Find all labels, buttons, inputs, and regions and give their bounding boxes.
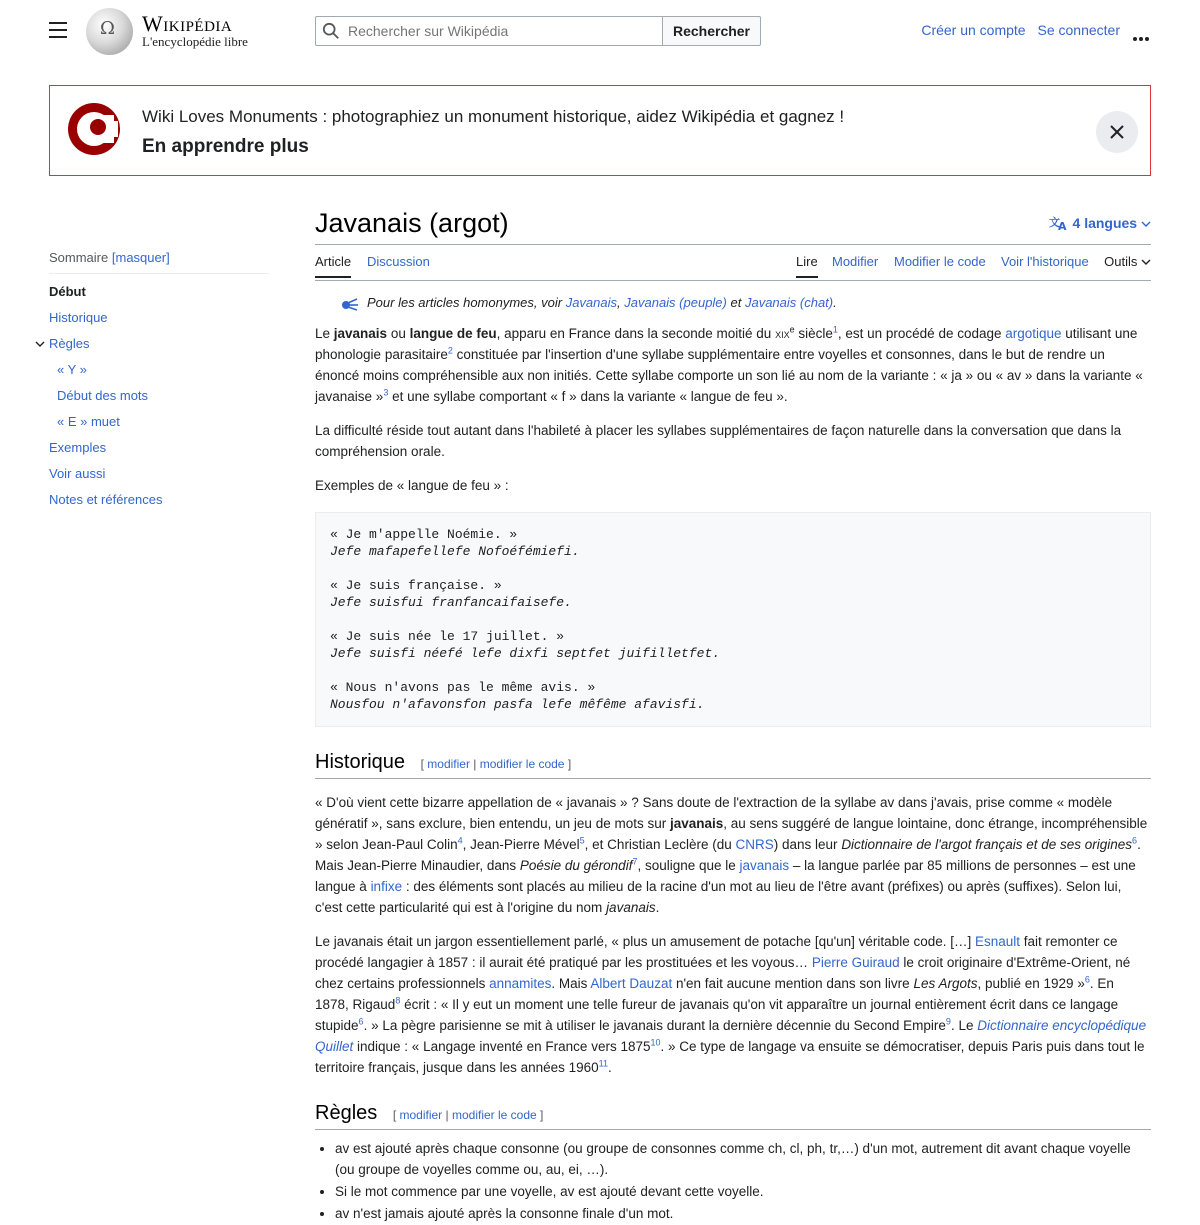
historique-paragraph-1: « D'où vient cette bizarre appellation de « javanais » ? Sans doute de l'extraction de la syllabe av dans j'avais, prise comme « modèle génératif », sans exclure, bien entendu, un jeu de mots sur javanais, au sens suggéré de langue lointaine, donc étrange, incompréhensible » selon Jean-Paul Colin$^4$, Jean-Pierre Mével$^5$, et Christian Leclère (du CNRS) dans leur Dictionnaire de l'argot français et de ses origines$^6$. Mais Jean-Pierre Minaudier, dans Poésie du gérondif$^7$, souligne que le javanais – la langue parlée par 85 millions de personnes – est une langue à infixe : des éléments sont placés au milieu de la racine d'un mot au lieu de l'être avant (préfixes) ou après (suffixes). Selon lui, c'est cette particularité qui est à l'origine du nom javanais.: [315, 795, 1148, 915]
toc-item-e-muet[interactable]: « E » muet: [57, 414, 120, 429]
example-group: [330, 526, 1136, 560]
edit-source-section-link[interactable]: modifier le code: [479, 757, 565, 771]
example-coded: Jefe mafapefellefe Nofoéfémiefi.: [330, 544, 580, 559]
article-content: [315, 205, 1151, 1225]
svg-text:文: 文: [1048, 216, 1060, 229]
link-esnault[interactable]: Esnault: [974, 934, 1021, 949]
link-quillet[interactable]: Dictionnaire encyclopédique Quillet: [315, 1018, 1147, 1054]
tab-read[interactable]: Lire: [796, 254, 818, 278]
login-link[interactable]: Se connecter: [1037, 22, 1120, 38]
example-coded: Jefe suisfi néefé lefe dixfi septfet juifilletfet.: [330, 646, 721, 661]
chevron-down-icon[interactable]: [35, 340, 45, 348]
hatnote-link-javanais[interactable]: Javanais: [565, 295, 618, 310]
tools-menu[interactable]: [1104, 254, 1151, 269]
wiki-loves-monuments-logo: [64, 101, 126, 157]
hatnote-link-peuple[interactable]: Javanais (peuple): [624, 295, 727, 310]
translate-icon: [1049, 215, 1069, 231]
toc-item-regles[interactable]: Règles: [49, 336, 90, 351]
link-pierre-guiraud[interactable]: Pierre Guiraud: [811, 955, 900, 970]
ref-6c[interactable]: 6: [358, 1016, 364, 1027]
toc-item-y[interactable]: « Y »: [57, 362, 87, 377]
title-row: [315, 205, 1151, 245]
ref-1[interactable]: 1: [832, 324, 838, 335]
edit-section-link[interactable]: modifier: [427, 757, 470, 771]
page-title: Javanais (argot): [315, 208, 509, 238]
link-javanais-langue[interactable]: javanais: [739, 858, 790, 873]
list-item: • av est ajouté après chaque consonne (ou groupe de consonnes comme ch, cl, ph, tr,…) d'un mot, autrement dit avant chaque voyelle (ou groupe de voyelles comme ou, au, ei, …).: [335, 1138, 1151, 1180]
difficulty-paragraph: La difficulté réside tout autant dans l'habileté à placer les syllabes supplémentaires de façon naturelle dans la conversation que dans la compréhension orale.: [315, 423, 1122, 459]
toc-hide-toggle[interactable]: [masquer]: [111, 250, 170, 265]
edit-section-link[interactable]: modifier: [399, 1108, 443, 1122]
list-item: • av n'est jamais ajouté après la consonne finale d'un mot.: [335, 1203, 1151, 1224]
site-header: [0, 0, 1200, 62]
tab-article[interactable]: Article: [315, 254, 351, 278]
ref-9[interactable]: 9: [945, 1016, 951, 1027]
link-argotique[interactable]: argotique: [1005, 326, 1062, 341]
toc-item-exemples[interactable]: Exemples: [49, 440, 107, 455]
tools-label: Outils: [1104, 254, 1138, 269]
tab-history[interactable]: Voir l'historique: [1001, 254, 1089, 269]
link-annamites[interactable]: annamites: [489, 976, 552, 991]
more-options-icon[interactable]: [1133, 28, 1151, 44]
close-icon: [1109, 124, 1125, 140]
wikipedia-wordmark[interactable]: Wikipédia: [142, 11, 233, 36]
example-group: [330, 577, 1136, 611]
disambiguation-icon: [341, 297, 359, 311]
tab-discussion[interactable]: Discussion: [367, 254, 430, 269]
ref-11[interactable]: 11: [598, 1058, 609, 1069]
page-tabs: [315, 245, 1151, 281]
section-heading-regles: Règles [ modifier | modifier le code ]: [315, 1102, 1151, 1130]
banner-message: Wiki Loves Monuments : photographiez un monument historique, aidez Wikipédia et gagnez !: [142, 107, 845, 126]
tab-edit[interactable]: Modifier: [832, 254, 879, 269]
main-menu-icon[interactable]: [49, 22, 67, 38]
language-count: 4 langues: [1072, 215, 1138, 231]
language-button[interactable]: [1049, 215, 1151, 231]
ref-7[interactable]: 7: [632, 856, 638, 867]
hatnote-and: et: [730, 295, 742, 310]
wikipedia-tagline: L'encyclopédie libre: [142, 34, 248, 49]
hatnote-text: Pour les articles homonymes, voir: [367, 295, 563, 310]
banner-learn-more-link[interactable]: En apprendre plus: [142, 136, 309, 157]
search-input[interactable]: [348, 17, 658, 45]
ref-2[interactable]: 2: [447, 345, 453, 356]
edit-source-section-link[interactable]: modifier le code: [451, 1108, 537, 1122]
intro-paragraph: Le javanais ou langue de feu, apparu en France dans la seconde moitié du xix$^e$ siècle$^1$, est un procédé de codage argotique utilisant une phonologie parasitaire$^2$ constituée par l'insertion d'une syllabe supplémentaire entre voyelles et consonnes, dans le but de rendre un énoncé moins compréhensible aux non initiés. Cette syllabe comporte un son lié au nom de la variante : « ja » ou « av » dans la variante « javanaise »$^3$ et une syllabe comportant « f » dans la variante « langue de feu ».: [315, 324, 1143, 404]
svg-text:A: A: [1057, 220, 1067, 231]
example-coded: Jefe suisfui franfancaifaisefe.: [330, 595, 572, 610]
link-albert-dauzat[interactable]: Albert Dauzat: [590, 976, 673, 991]
campaign-banner: [49, 85, 1151, 176]
example-french: « Je suis française. »: [330, 578, 502, 593]
ref-6[interactable]: 6: [1132, 835, 1138, 846]
toc-title: Sommaire: [49, 250, 109, 265]
section-edit-links: [ modifier | modifier le code ]: [420, 757, 572, 771]
link-infixe[interactable]: infixe: [370, 879, 403, 894]
disambiguation-hatnote: Pour les articles homonymes, voir Javanais, Javanais (peuple) et Javanais (chat).: [315, 295, 1151, 310]
rules-list: [315, 1138, 1151, 1224]
section-heading-historique: Historique [ modifier | modifier le code ]: [315, 751, 1151, 779]
ref-8[interactable]: 8: [395, 995, 401, 1006]
toc-item-debut[interactable]: Début: [49, 284, 86, 299]
search-icon: [322, 22, 340, 40]
example-group: [330, 628, 1136, 662]
link-cnrs[interactable]: CNRS: [735, 837, 774, 852]
toc-item-voir-aussi[interactable]: Voir aussi: [49, 466, 106, 481]
search-button[interactable]: Rechercher: [662, 16, 761, 46]
example-coded: Nousfou n'afavonsfon pasfa lefe mêfême afavisfi.: [330, 697, 705, 712]
example-french: « Nous n'avons pas le même avis. »: [330, 680, 596, 695]
section-edit-links: [ modifier | modifier le code ]: [392, 1108, 544, 1122]
examples-intro: Exemples de « langue de feu » :: [315, 478, 509, 493]
banner-close-button[interactable]: [1096, 111, 1138, 153]
example-french: « Je m'appelle Noémie. »: [330, 527, 518, 542]
toc-item-regles-row: [49, 336, 269, 352]
example-group: [330, 679, 1136, 713]
toc-item-notes[interactable]: Notes et références: [49, 492, 163, 507]
examples-code-block: [315, 512, 1151, 727]
user-links: [913, 22, 1120, 38]
chevron-down-icon: [1141, 220, 1151, 228]
tab-edit-source[interactable]: Modifier le code: [894, 254, 986, 269]
table-of-contents: [49, 250, 269, 508]
list-item: • Si le mot commence par une voyelle, av est ajouté devant cette voyelle.: [335, 1181, 1151, 1202]
ref-6b[interactable]: 6: [1084, 974, 1090, 985]
toc-item-debut-des-mots[interactable]: Début des mots: [57, 388, 149, 403]
ref-10[interactable]: 10: [650, 1037, 661, 1048]
hatnote-link-chat[interactable]: Javanais (chat): [744, 295, 834, 310]
wikipedia-globe-logo[interactable]: [86, 8, 133, 55]
ref-5[interactable]: 5: [579, 835, 585, 846]
create-account-link[interactable]: Créer un compte: [921, 22, 1026, 38]
chevron-down-icon: [1141, 258, 1151, 266]
historique-paragraph-2: Le javanais était un jargon essentiellement parlé, « plus un amusement de potache [qu'un] véritable code. […] Esnault fait remonter ce procédé langagier à 1857 : il aurait été pratiqué par les prostituées et les voyous… Pierre Guiraud le croit originaire d'Extrême-Orient, né chez certains professionnels annamites. Mais Albert Dauzat n'en fait aucune mention dans son livre Les Argots, publié en 1929 »$^6$. En 1878, Rigaud$^8$ écrit : « Il y eut un moment une telle fureur de javanais qu'on vit apparaître un journal entièrement écrit dans ce langage stupide$^6$. » La pègre parisienne se mit à utiliser le javanais durant la dernière décennie du Second Empire$^9$. Le Dictionnaire encyclopédique Quillet indique : « Langage inventé en France vers 1875$^{10}$. » Ce type de langage va ensuite se démocratiser, depuis Paris puis dans tout le territoire français, jusque dans les années 1960$^{11}$.: [315, 934, 1147, 1075]
ref-3[interactable]: 3: [383, 387, 389, 398]
toc-header: [49, 250, 269, 274]
example-french: « Je suis née le 17 juillet. »: [330, 629, 565, 644]
toc-item-historique[interactable]: Historique: [49, 310, 108, 325]
ref-4[interactable]: 4: [457, 835, 463, 846]
